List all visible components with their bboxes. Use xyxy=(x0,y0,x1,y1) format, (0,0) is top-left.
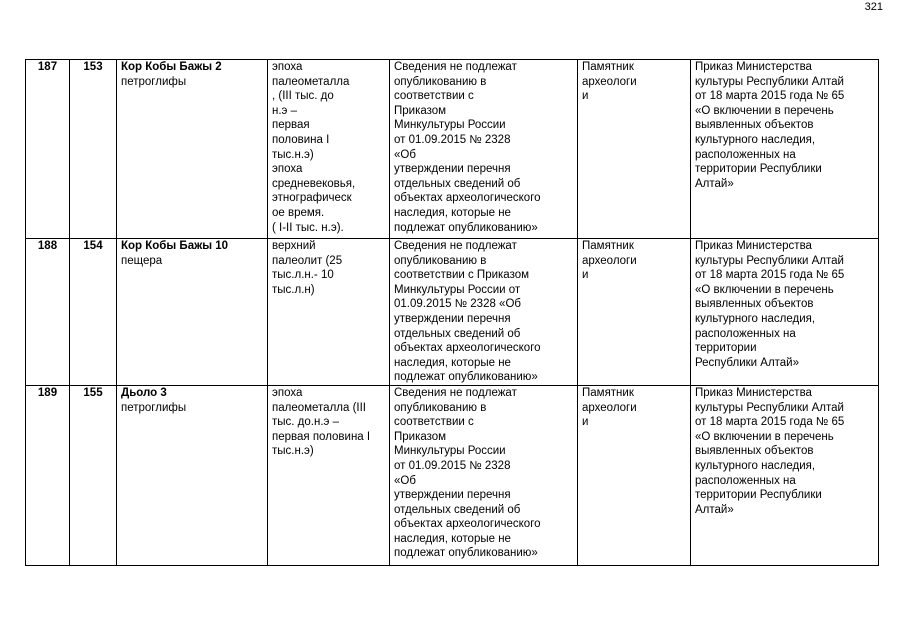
heritage-registry-table xyxy=(25,59,879,566)
object-number-cell: 153 xyxy=(70,60,117,239)
publication-note-cell: Сведения не подлежат опубликованию в соответствии с Приказом Минкультуры России от 01.09.2015 № 2328 «Об утверждении перечня отдельных сведений об объектах археологического наследия, которые не подлежат опубликованию» xyxy=(390,239,578,386)
object-number-cell: 155 xyxy=(70,385,117,565)
object-name-cell xyxy=(117,239,268,386)
object-name: Кор Кобы Бажы 2 xyxy=(121,61,222,73)
publication-note-cell: Сведения не подлежат опубликованию в соответствии с Приказом Минкультуры России от 01.09.2015 № 2328 «Об утверждении перечня отдельных сведений об объектах археологического наследия, которые не подлежат опубликованию» xyxy=(390,60,578,239)
row-number-cell: 188 xyxy=(26,239,70,386)
object-number-cell: 154 xyxy=(70,239,117,386)
table-row xyxy=(26,60,879,239)
object-name-cell xyxy=(117,60,268,239)
dating-cell: эпоха палеометалла , (III тыс. до н.э – первая половина I тыс.н.э) эпоха средневековья, этнографическ ое время. ( I-II тыс. н.э). xyxy=(268,60,390,239)
category-cell: Памятник археологи и xyxy=(578,60,691,239)
object-name: Кор Кобы Бажы 10 xyxy=(121,240,229,252)
category-cell: Памятник археологи и xyxy=(578,385,691,565)
dating-cell: эпоха палеометалла (III тыс. до.н.э – первая половина I тыс.н.э) xyxy=(268,385,390,565)
row-number-cell: 189 xyxy=(26,385,70,565)
page-number: 321 xyxy=(864,1,883,13)
legal-document-cell: Приказ Министерства культуры Республики Алтай от 18 марта 2015 года № 65 «О включении в перечень выявленных объектов культурного наследия, расположенных на территории Республики Алтай» xyxy=(691,239,879,386)
legal-document-cell: Приказ Министерства культуры Республики Алтай от 18 марта 2015 года № 65 «О включении в перечень выявленных объектов культурного наследия, расположенных на территории Республики Алтай» xyxy=(691,60,879,239)
object-type: петроглифы xyxy=(121,75,187,88)
publication-note-cell: Сведения не подлежат опубликованию в соответствии с Приказом Минкультуры России от 01.09.2015 № 2328 «Об утверждении перечня отдельных сведений об объектах археологического наследия, которые не подлежат опубликованию» xyxy=(390,385,578,565)
row-number-cell: 187 xyxy=(26,60,70,239)
dating-cell: верхний палеолит (25 тыс.л.н.- 10 тыс.л.н) xyxy=(268,239,390,386)
object-name: Дьоло 3 xyxy=(121,386,167,399)
table-row xyxy=(26,385,879,565)
category-cell: Памятник археологи и xyxy=(578,239,691,386)
legal-document-cell: Приказ Министерства культуры Республики Алтай от 18 марта 2015 года № 65 «О включении в перечень выявленных объектов культурного наследия, расположенных на территории Республики Алтай» xyxy=(691,385,879,565)
object-type: пещера xyxy=(121,254,163,267)
table-row xyxy=(26,239,879,386)
object-type: петроглифы xyxy=(121,401,187,414)
object-name-cell xyxy=(117,385,268,565)
